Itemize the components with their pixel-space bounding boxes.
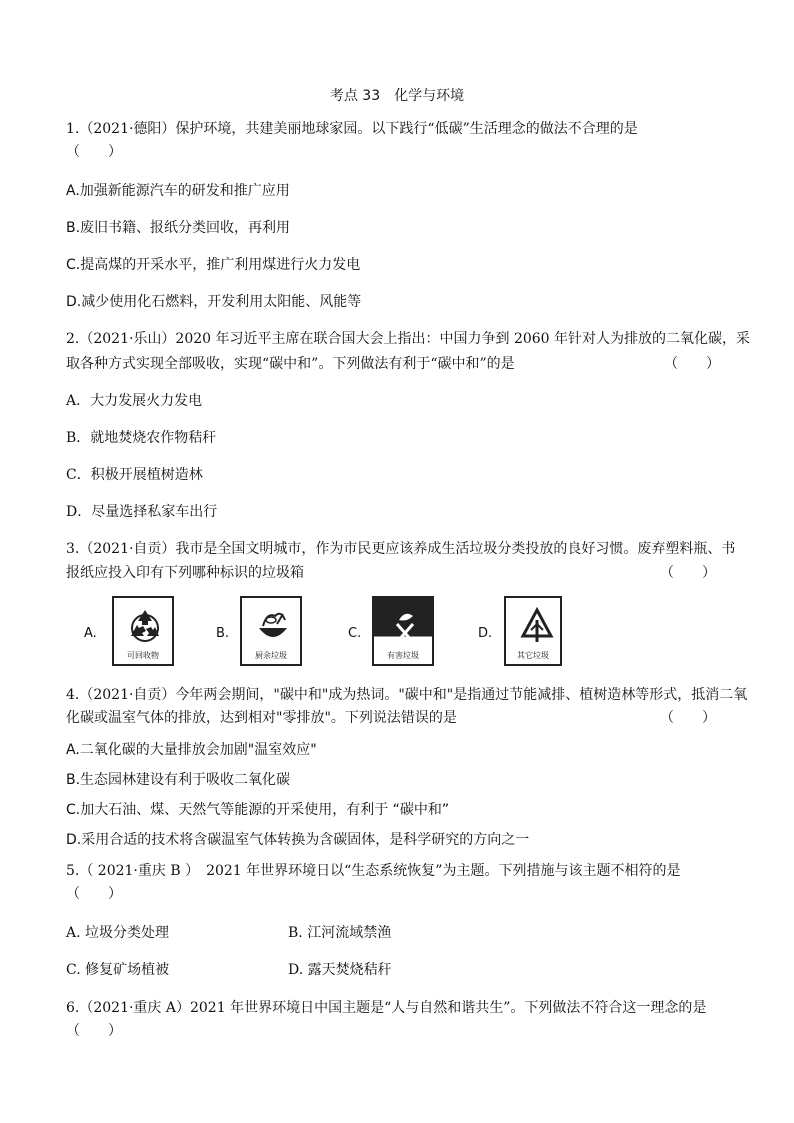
question-1-option-a: A.加强新能源汽车的研发和推广应用 [66, 183, 290, 199]
question-4-stem-line2: 化碳或温室气体的排放，达到相对"零排放"。下列说法错误的是 [66, 710, 457, 726]
sign-d-letter: D. [478, 626, 493, 641]
sign-d-box [504, 596, 562, 666]
question-5-option-d: D. 露天焚烧秸秆 [288, 962, 392, 978]
sign-c-box [372, 596, 434, 666]
question-2-stem-line1: 2.（2021·乐山）2020 年习近平主席在联合国大会上指出：中国力争到 2060 年针对人为排放的二氧化碳，采 [66, 331, 751, 347]
question-2-option-a: A．大力发展火力发电 [66, 393, 203, 409]
sign-d-caption: 其它垃圾 [517, 651, 549, 660]
question-3-stem-line2: 报纸应投入印有下列哪种标识的垃圾箱 [66, 565, 304, 581]
question-2-option-b: B．就地焚烧农作物秸秆 [66, 430, 217, 446]
sign-a-caption: 可回收物 [127, 651, 159, 660]
sign-c-letter: C. [348, 626, 362, 641]
question-6-answer-blank: （ ） [66, 1023, 122, 1039]
question-1-answer-blank: （ ） [66, 144, 122, 160]
food-waste-icon [253, 606, 293, 646]
question-4-answer-blank: （ ） [660, 710, 716, 726]
waste-sign-c [348, 592, 458, 668]
page-title: 考点 33 化学与环境 [329, 88, 465, 104]
waste-sign-d [478, 592, 588, 668]
question-4-option-c: C.加大石油、煤、天然气等能源的开采使用，有利于 “碳中和” [66, 802, 450, 818]
question-5-option-b: B. 江河流域禁渔 [288, 925, 392, 941]
sign-b-caption: 厨余垃圾 [255, 651, 287, 660]
question-5-answer-blank: （ ） [66, 886, 122, 902]
question-5-stem: 5.（ 2021·重庆 B ） 2021 年世界环境日以“生态系统恢复”为主题。下列措施与该主题不相符的是 [66, 863, 681, 879]
question-1-option-b: B.废旧书籍、报纸分类回收，再利用 [66, 220, 291, 236]
waste-sign-b [216, 592, 326, 668]
waste-sign-options [66, 592, 726, 672]
question-4-option-b: B.生态园林建设有利于吸收二氧化碳 [66, 772, 291, 788]
sign-b-letter: B. [216, 626, 230, 641]
sign-c-caption: 有害垃圾 [387, 651, 419, 660]
question-5-option-a: A. 垃圾分类处理 [66, 925, 170, 941]
question-4-stem-line1: 4.（2021·自贡）今年两会期间，"碳中和"成为热词。"碳中和"是指通过节能减排、植树造林等形式，抵消二氧 [66, 687, 748, 703]
question-2-option-d: D．尽量选择私家车出行 [66, 504, 218, 520]
question-4-option-d: D.采用合适的技术将含碳温室气体转换为含碳固体，是科学研究的方向之一 [66, 832, 530, 848]
waste-sign-a [84, 592, 194, 668]
question-2-answer-blank: （ ） [664, 356, 720, 372]
sign-a-box [112, 596, 174, 666]
sign-a-letter: A. [84, 626, 97, 641]
other-waste-icon [517, 606, 557, 646]
question-1-option-c: C.提高煤的开采水平，推广利用煤进行火力发电 [66, 257, 361, 273]
question-1-stem: 1.（2021·德阳）保护环境，共建美丽地球家园。以下践行“低碳”生活理念的做法不合理的是 [66, 121, 638, 137]
question-2-stem-line2: 取各种方式实现全部吸收，实现“碳中和”。下列做法有利于“碳中和”的是 [66, 356, 515, 372]
hazardous-icon [385, 606, 425, 646]
question-3-answer-blank: （ ） [660, 565, 716, 581]
question-1-option-d: D.减少使用化石燃料，开发利用太阳能、风能等 [66, 294, 362, 310]
question-4-option-a: A.二氧化碳的大量排放会加剧"温室效应" [66, 742, 317, 758]
question-2-option-c: C．积极开展植树造林 [66, 467, 203, 483]
sign-b-box [240, 596, 302, 666]
question-6-stem: 6.（2021·重庆 A）2021 年世界环境日中国主题是“人与自然和谐共生”。下列做法不符合这一理念的是 [66, 1000, 707, 1016]
question-3-stem-line1: 3.（2021·自贡）我市是全国文明城市，作为市民更应该养成生活垃圾分类投放的良好习惯。废弃塑料瓶、书 [66, 541, 736, 557]
recycle-icon [125, 606, 165, 646]
question-5-option-c: C. 修复矿场植被 [66, 962, 170, 978]
